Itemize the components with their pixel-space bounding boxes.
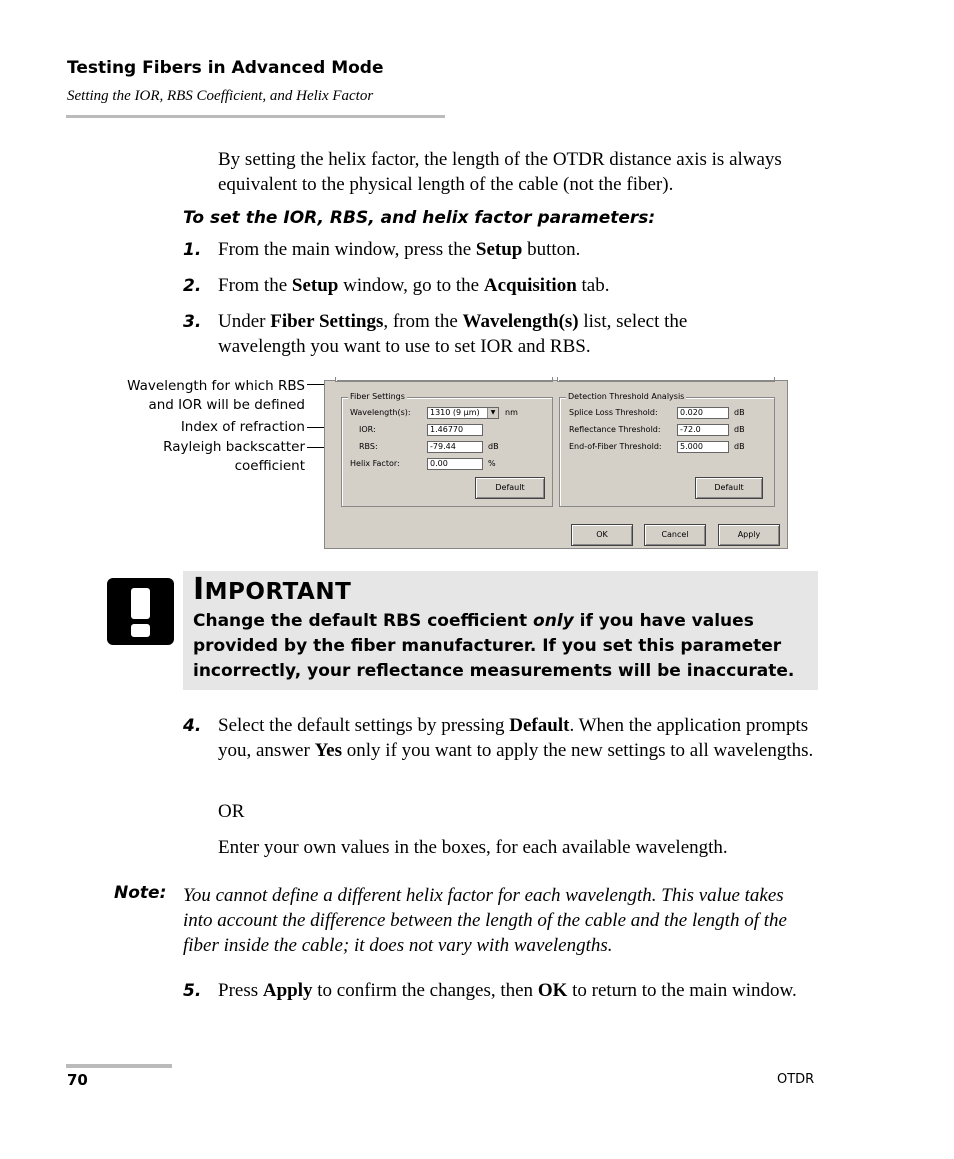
group-label: Detection Threshold Analysis [568, 392, 685, 401]
page-number: 70 [67, 1071, 88, 1089]
step-4: Select the default settings by pressing Default. When the application prompts you, answer Yes only if you want to apply the new settings to all wavelengths. [218, 715, 814, 761]
ok-button[interactable]: OK [571, 524, 633, 546]
step-number: 3. [183, 312, 202, 332]
rbs-unit: dB [488, 442, 499, 451]
step-1: From the main window, press the Setup button. [218, 239, 581, 260]
group-edge [557, 377, 775, 382]
note-label: Note: [114, 883, 167, 903]
default-button-2[interactable]: Default [695, 477, 763, 499]
splice-label: Splice Loss Threshold: [569, 408, 658, 417]
step-number: 1. [183, 240, 202, 260]
exclamation-icon [107, 578, 174, 645]
step-number: 5. [183, 981, 202, 1001]
eof-field[interactable]: 5.000 [677, 441, 729, 453]
ior-field[interactable]: 1.46770 [427, 424, 483, 436]
header-rule [66, 115, 445, 118]
step-5: Press Apply to confirm the changes, then OK to return to the main window. [218, 980, 797, 1001]
setup-dialog-screenshot [324, 380, 788, 549]
reflectance-unit: dB [734, 425, 745, 434]
default-button[interactable]: Default [475, 477, 545, 499]
section-title: Testing Fibers in Advanced Mode [67, 58, 384, 78]
step-4-alt: Enter your own values in the boxes, for each available wavelength. [218, 837, 728, 858]
eof-label: End-of-Fiber Threshold: [569, 442, 662, 451]
step-4-or: OR [218, 801, 245, 822]
splice-unit: dB [734, 408, 745, 417]
helix-field[interactable]: 0.00 [427, 458, 483, 470]
rbs-field[interactable]: -79.44 [427, 441, 483, 453]
step-3: Under Fiber Settings, from the Wavelength(s) list, select the wavelength you want to use to set IOR and RBS. [218, 311, 688, 357]
intro-paragraph: By setting the helix factor, the length of the OTDR distance axis is always equivalent to the physical length of the cable (not the fiber). [218, 149, 782, 195]
step-2: From the Setup window, go to the Acquisition tab. [218, 275, 610, 296]
group-edge [335, 377, 553, 382]
product-name: OTDR [777, 1072, 815, 1087]
ior-label: IOR: [359, 425, 376, 434]
group-label: Fiber Settings [350, 392, 405, 401]
reflectance-field[interactable]: -72.0 [677, 424, 729, 436]
helix-unit: % [488, 459, 496, 468]
apply-button[interactable]: Apply [718, 524, 780, 546]
section-subtitle: Setting the IOR, RBS Coefficient, and Helix Factor [67, 88, 374, 104]
callout-wavelength: Wavelength for which RBS and IOR will be defined [127, 378, 305, 413]
helix-label: Helix Factor: [350, 459, 400, 468]
callout-rbs: Rayleigh backscatter coefficient [163, 439, 305, 474]
wavelength-unit: nm [505, 408, 518, 417]
eof-unit: dB [734, 442, 745, 451]
procedure-title: To set the IOR, RBS, and helix factor parameters: [183, 208, 656, 228]
important-title: IMPORTANT [193, 572, 352, 607]
wavelength-label: Wavelength(s): [350, 408, 411, 417]
rbs-label: RBS: [359, 442, 378, 451]
footer-rule [66, 1064, 172, 1068]
cancel-button[interactable]: Cancel [644, 524, 706, 546]
step-number: 4. [183, 716, 202, 736]
callout-ior: Index of refraction [180, 419, 305, 435]
note-text: You cannot define a different helix factor for each wavelength. This value takes into account the difference between the length of the cable and the length of the fiber inside the cable; it does not vary with wavelengths. [183, 885, 787, 956]
important-text: Change the default RBS coefficient only if you have values provided by the fiber manufacturer. If you set this parameter incorrectly, your reflectance measurements will be inaccurate. [193, 611, 795, 681]
step-number: 2. [183, 276, 202, 296]
reflectance-label: Reflectance Threshold: [569, 425, 661, 434]
splice-field[interactable]: 0.020 [677, 407, 729, 419]
chevron-down-icon[interactable]: ▼ [487, 408, 498, 418]
wavelength-select[interactable]: 1310 (9 µm) ▼ [427, 407, 499, 419]
